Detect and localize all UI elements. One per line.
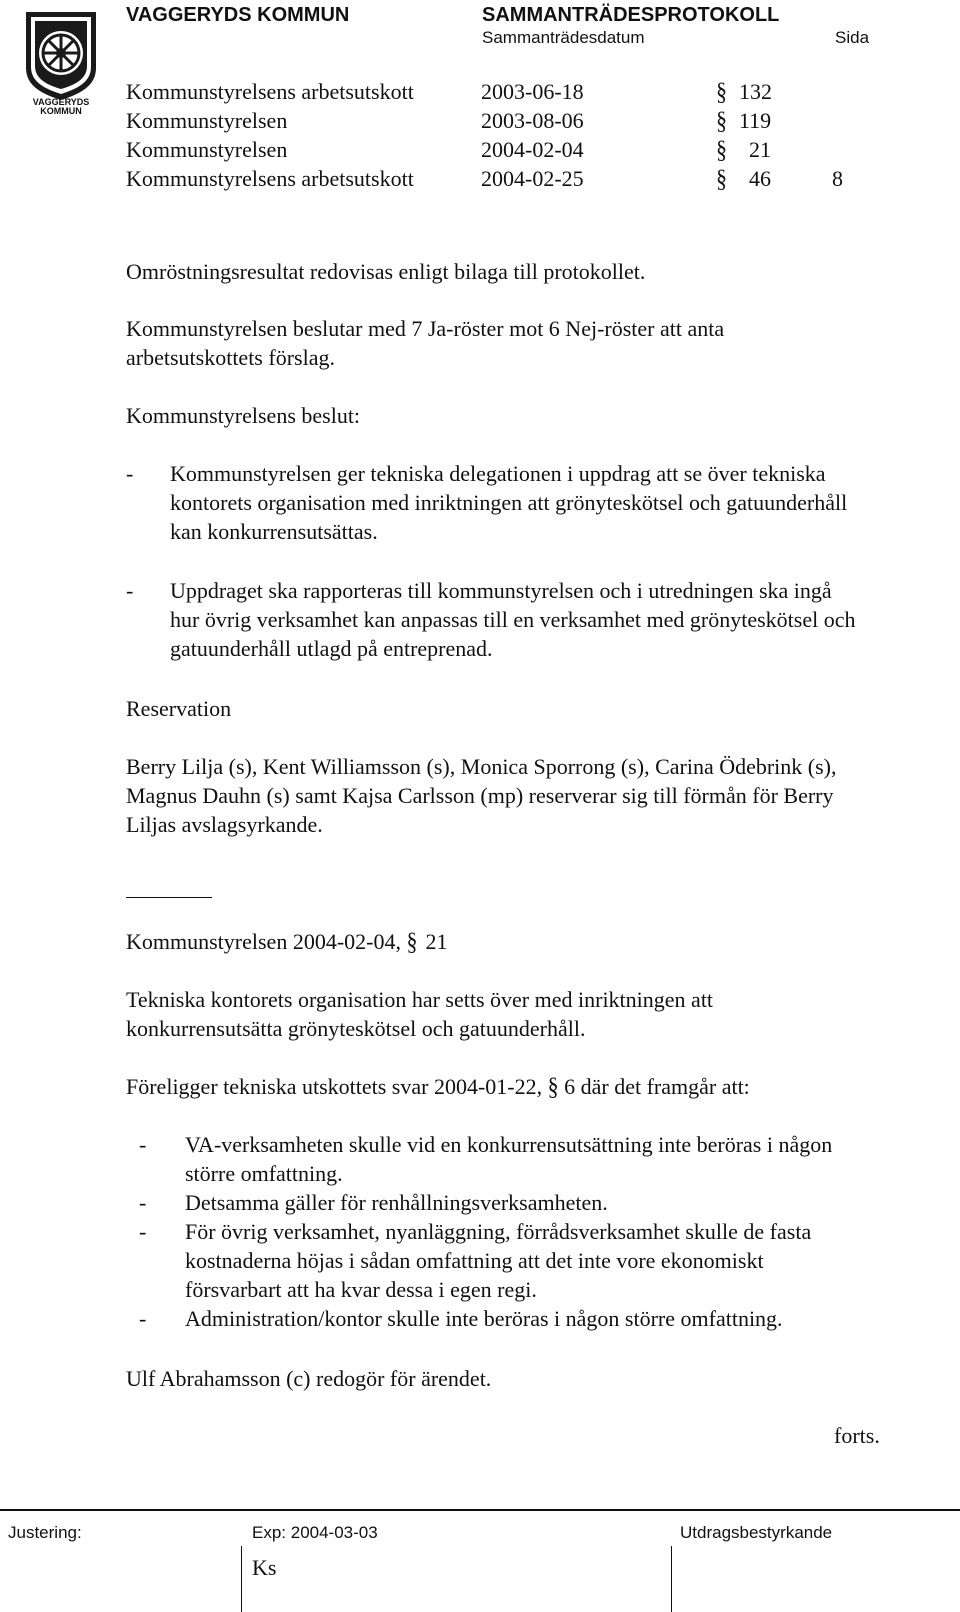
protocol-title: SAMMANTRÄDESPROTOKOLL	[482, 4, 780, 26]
meeting-date-label: Sammanträdesdatum	[482, 28, 645, 47]
finding-item	[126, 1130, 956, 1188]
ks-reference	[126, 927, 956, 956]
footer-rule	[0, 1509, 960, 1511]
ks-reference-text: Kommunstyrelsen 2004-02-04,	[126, 929, 407, 954]
organisation-line: Tekniska kontorets organisation har setts över med inriktningen att	[126, 987, 714, 1012]
reservation-line: Berry Lilja (s), Kent Williamsson (s), Monica Sporrong (s), Carina Ödebrink (s),	[126, 754, 837, 779]
meeting-body: Kommunstyrelsen	[126, 137, 288, 162]
meeting-row	[126, 164, 866, 194]
meeting-body: Kommunstyrelsens arbetsutskott	[126, 166, 414, 191]
finding-line: kostnaderna höjas i sådan omfattning att det inte vore ekonomiskt	[185, 1248, 764, 1273]
justering-label: Justering:	[8, 1523, 82, 1542]
dash-bullet: -	[139, 1219, 147, 1244]
municipality-name: VAGGERYDS KOMMUN	[126, 4, 350, 26]
finding-line: Detsamma gäller för renhållningsverksamheten.	[185, 1190, 608, 1215]
dash-bullet: -	[126, 578, 134, 603]
finding-line: försvarbart att ha kvar dessa i egen regi.	[185, 1277, 537, 1302]
decision-line: kontorets organisation med inriktningen att grönyteskötsel och gatuunderhåll	[170, 490, 848, 515]
finding-item	[126, 1217, 956, 1304]
dash-bullet: -	[139, 1306, 147, 1331]
section-divider	[126, 897, 212, 898]
decision-vote-line: arbetsutskottets förslag.	[126, 345, 335, 370]
section-mark: §	[406, 927, 418, 956]
section-mark: §	[716, 106, 727, 135]
section-number: 21	[749, 137, 771, 162]
section-mark: §	[716, 135, 727, 164]
page-number: 8	[832, 166, 843, 191]
voting-result-text: Omröstningsresultat redovisas enligt bilaga till protokollet.	[126, 259, 646, 284]
dash-bullet: -	[126, 461, 134, 486]
organisation-line: konkurrensutsätta grönyteskötsel och gatuunderhåll.	[126, 1016, 586, 1041]
decision-vote-line: Kommunstyrelsen beslutar med 7 Ja-röster mot 6 Nej-röster att anta	[126, 316, 725, 341]
meeting-row	[126, 77, 866, 107]
finding-line: större omfattning.	[185, 1161, 343, 1186]
presenter-text: Ulf Abrahamsson (c) redogör för ärendet.	[126, 1366, 492, 1391]
decision-item	[126, 576, 956, 663]
meeting-date: 2004-02-25	[481, 166, 584, 191]
decision-line: hur övrig verksamhet kan anpassas till en verksamhet med grönyteskötsel och	[170, 607, 856, 632]
expedition-initials: Ks	[252, 1555, 277, 1580]
reservation-paragraph	[126, 752, 956, 839]
continued-label: forts.	[834, 1423, 880, 1448]
section-mark: §	[716, 164, 727, 193]
decision-vote-paragraph	[126, 314, 956, 372]
meeting-row	[126, 106, 866, 136]
meeting-body: Kommunstyrelsens arbetsutskott	[126, 79, 414, 104]
meeting-date: 2003-06-18	[481, 79, 584, 104]
certified-label: Utdragsbestyrkande	[680, 1523, 833, 1542]
ks-reference-number: 21	[425, 929, 448, 954]
finding-item	[126, 1304, 956, 1333]
logo	[18, 6, 104, 118]
section-mark: §	[716, 77, 727, 106]
reservation-heading: Reservation	[126, 696, 232, 721]
expedition-label: Exp: 2004-03-03	[252, 1523, 378, 1542]
footer-divider	[671, 1546, 672, 1612]
section-number: 132	[739, 79, 772, 104]
finding-line: Administration/kontor skulle inte beröras i någon större omfattning.	[185, 1306, 783, 1331]
logo-text-line1: VAGGERYDS	[32, 97, 90, 107]
reply-text: Föreligger tekniska utskottets svar 2004-01-22,	[126, 1074, 548, 1099]
page-label: Sida	[835, 28, 870, 47]
dash-bullet: -	[139, 1190, 147, 1215]
decision-item	[126, 459, 956, 546]
meeting-row	[126, 135, 866, 165]
footer-divider	[241, 1546, 242, 1612]
finding-line: VA-verksamheten skulle vid en konkurrensutsättning inte beröras i någon	[185, 1132, 833, 1157]
meeting-date: 2003-08-06	[481, 108, 584, 133]
meeting-body: Kommunstyrelsen	[126, 108, 288, 133]
decision-line: Kommunstyrelsen ger tekniska delegationen i uppdrag att se över tekniska	[170, 461, 826, 486]
reply-paragraph	[126, 1072, 956, 1101]
section-number: 46	[749, 166, 771, 191]
section-mark: §	[547, 1072, 559, 1101]
decision-line: Uppdraget ska rapporteras till kommunstyrelsen och i utredningen ska ingå	[170, 578, 832, 603]
finding-line: För övrig verksamhet, nyanläggning, förrådsverksamhet skulle de fasta	[185, 1219, 812, 1244]
reservation-line: Liljas avslagsyrkande.	[126, 812, 323, 837]
section-number: 119	[739, 108, 772, 133]
decision-line: kan konkurrensutsättas.	[170, 519, 378, 544]
decision-heading: Kommunstyrelsens beslut:	[126, 403, 361, 428]
finding-item	[126, 1188, 956, 1217]
meeting-date: 2004-02-04	[481, 137, 584, 162]
reply-text-suffix: 6 där det framgår att:	[558, 1074, 750, 1099]
decision-line: gatuunderhåll utlagd på entreprenad.	[170, 636, 493, 661]
reservation-line: Magnus Dauhn (s) samt Kajsa Carlsson (mp) reserverar sig till förmån för Berry	[126, 783, 834, 808]
findings-list	[126, 1130, 956, 1333]
dash-bullet: -	[139, 1132, 147, 1157]
logo-text-line2: KOMMUN	[40, 106, 82, 116]
organisation-paragraph	[126, 985, 956, 1043]
